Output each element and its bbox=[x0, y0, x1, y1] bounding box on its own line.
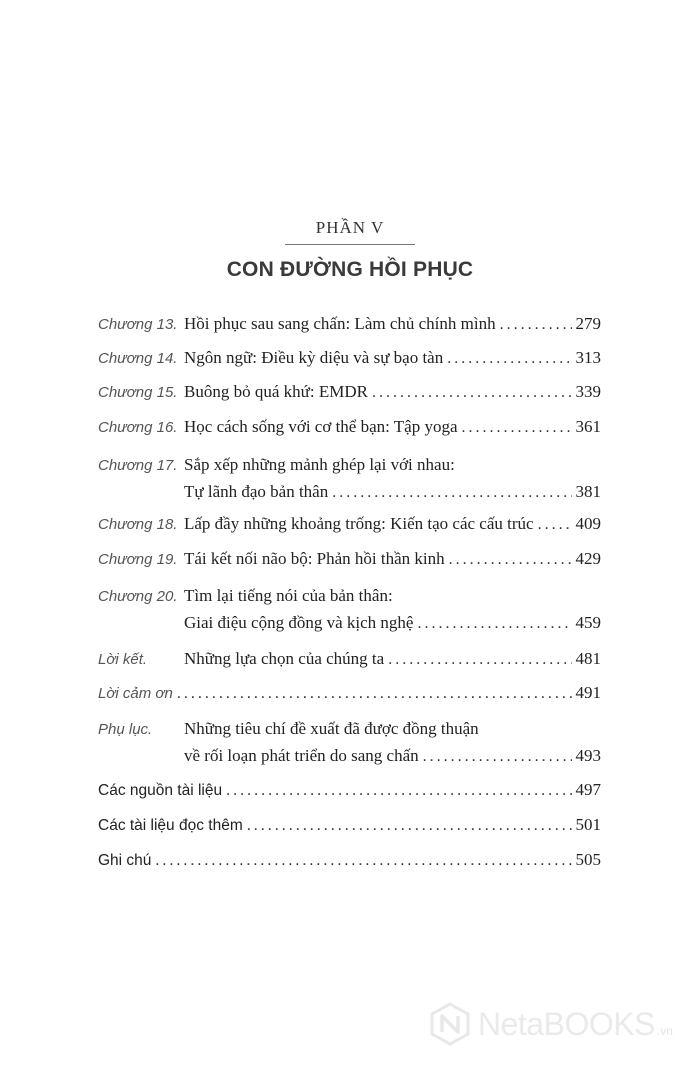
toc-entry-title-continued: Tự lãnh đạo bản thân bbox=[184, 482, 329, 501]
toc-entry-page: 381 bbox=[575, 482, 601, 501]
toc-entry-page: 429 bbox=[575, 549, 601, 568]
toc-entry-notes[interactable] bbox=[98, 846, 601, 873]
toc-entry-title: Lấp đầy những khoảng trống: Kiến tạo các cấu trúc bbox=[184, 514, 534, 533]
toc-entry-chapter-14[interactable] bbox=[98, 344, 601, 371]
toc-entry-title: Hồi phục sau sang chấn: Làm chủ chính mình bbox=[184, 314, 496, 333]
toc-entry-label: Chương 14. bbox=[98, 350, 178, 367]
toc-entry-label: Chương 18. bbox=[98, 516, 178, 533]
toc-entry-title: Những lựa chọn của chúng ta bbox=[184, 649, 385, 668]
toc-entry-label: Chương 19. bbox=[98, 551, 178, 568]
dot-leader bbox=[462, 414, 572, 441]
watermark-brand: NetaBOOKS bbox=[478, 1005, 655, 1042]
toc-entry-title-continued: Giai điệu cộng đồng và kịch nghệ bbox=[184, 613, 414, 632]
toc-entry-chapter-13[interactable] bbox=[98, 310, 601, 337]
n-logo-icon bbox=[428, 1002, 472, 1046]
toc-entry-page: 481 bbox=[575, 649, 601, 668]
dot-leader bbox=[226, 777, 571, 804]
toc-entry-title: Các tài liệu đọc thêm bbox=[98, 817, 243, 834]
toc-entry-chapter-17[interactable] bbox=[98, 451, 601, 505]
dot-leader bbox=[538, 511, 572, 538]
toc-entry-chapter-16[interactable] bbox=[98, 413, 601, 440]
toc-entry-chapter-19[interactable] bbox=[98, 545, 601, 572]
toc-entry-title: Tìm lại tiếng nói của bản thân: bbox=[184, 586, 393, 605]
toc-entry-title: Tái kết nối não bộ: Phản hồi thần kinh bbox=[184, 549, 445, 568]
toc-entry-label: Phụ lục. bbox=[98, 721, 153, 738]
toc-entry-appendix[interactable] bbox=[98, 715, 601, 769]
netabooks-watermark bbox=[428, 1002, 673, 1046]
dot-leader bbox=[155, 847, 571, 874]
toc-entry-page: 493 bbox=[575, 746, 601, 765]
part-label: PHẦN V bbox=[315, 218, 385, 237]
toc-entry-label: Lời cảm ơn bbox=[98, 685, 173, 702]
toc-entry-acknowledgements[interactable] bbox=[98, 679, 601, 706]
toc-entry-page: 313 bbox=[575, 348, 601, 367]
toc-entry-title: Các nguồn tài liệu bbox=[98, 782, 223, 799]
toc-entry-title: Học cách sống với cơ thể bạn: Tập yoga bbox=[184, 417, 458, 436]
dot-leader bbox=[423, 743, 572, 770]
toc-entry-page: 339 bbox=[575, 382, 601, 401]
toc-entry-label: Chương 17. bbox=[98, 457, 178, 474]
toc-entry-page: 501 bbox=[575, 815, 601, 834]
dot-leader bbox=[177, 680, 572, 707]
toc-entry-title: Ghi chú bbox=[98, 852, 152, 869]
part-title: CON ĐƯỜNG HỒI PHỤC bbox=[226, 258, 474, 281]
toc-entry-title: Buông bỏ quá khứ: EMDR bbox=[184, 382, 368, 401]
dot-leader bbox=[332, 479, 571, 506]
dot-leader bbox=[372, 379, 572, 406]
toc-entry-page: 409 bbox=[575, 514, 601, 533]
toc-entry-chapter-20[interactable] bbox=[98, 582, 601, 636]
dot-leader bbox=[247, 812, 572, 839]
toc-entry-further-reading[interactable] bbox=[98, 811, 601, 838]
toc-entry-label: Chương 13. bbox=[98, 316, 178, 333]
toc-entry-title-continued: về rối loạn phát triển do sang chấn bbox=[184, 746, 419, 765]
dot-leader bbox=[500, 311, 572, 338]
toc-entry-label: Lời kết. bbox=[98, 651, 148, 668]
toc-entry-title: Những tiêu chí đề xuất đã được đồng thuận bbox=[184, 719, 479, 738]
toc-entry-page: 459 bbox=[575, 613, 601, 632]
toc-entry-page: 505 bbox=[575, 850, 601, 869]
toc-entry-page: 497 bbox=[575, 780, 601, 799]
dot-leader bbox=[417, 610, 571, 637]
toc-entry-page: 279 bbox=[575, 314, 601, 333]
toc-entry-chapter-18[interactable] bbox=[98, 510, 601, 537]
toc-entry-epilogue[interactable] bbox=[98, 645, 601, 672]
toc-entry-title: Ngôn ngữ: Điều kỳ diệu và sự bạo tàn bbox=[184, 348, 444, 367]
watermark-domain: .vn bbox=[656, 1024, 673, 1038]
dot-leader bbox=[449, 546, 572, 573]
toc-entry-page: 491 bbox=[575, 683, 601, 702]
toc-entry-page: 361 bbox=[575, 417, 601, 436]
toc-entry-label: Chương 16. bbox=[98, 419, 178, 436]
dot-leader bbox=[388, 646, 571, 673]
toc-entry-label: Chương 15. bbox=[98, 384, 178, 401]
toc-entry-label: Chương 20. bbox=[98, 588, 178, 605]
toc-entry-chapter-15[interactable] bbox=[98, 378, 601, 405]
dot-leader bbox=[447, 345, 571, 372]
toc-entry-resources[interactable] bbox=[98, 776, 601, 803]
toc-entry-title: Sắp xếp những mảnh ghép lại với nhau: bbox=[184, 455, 455, 474]
